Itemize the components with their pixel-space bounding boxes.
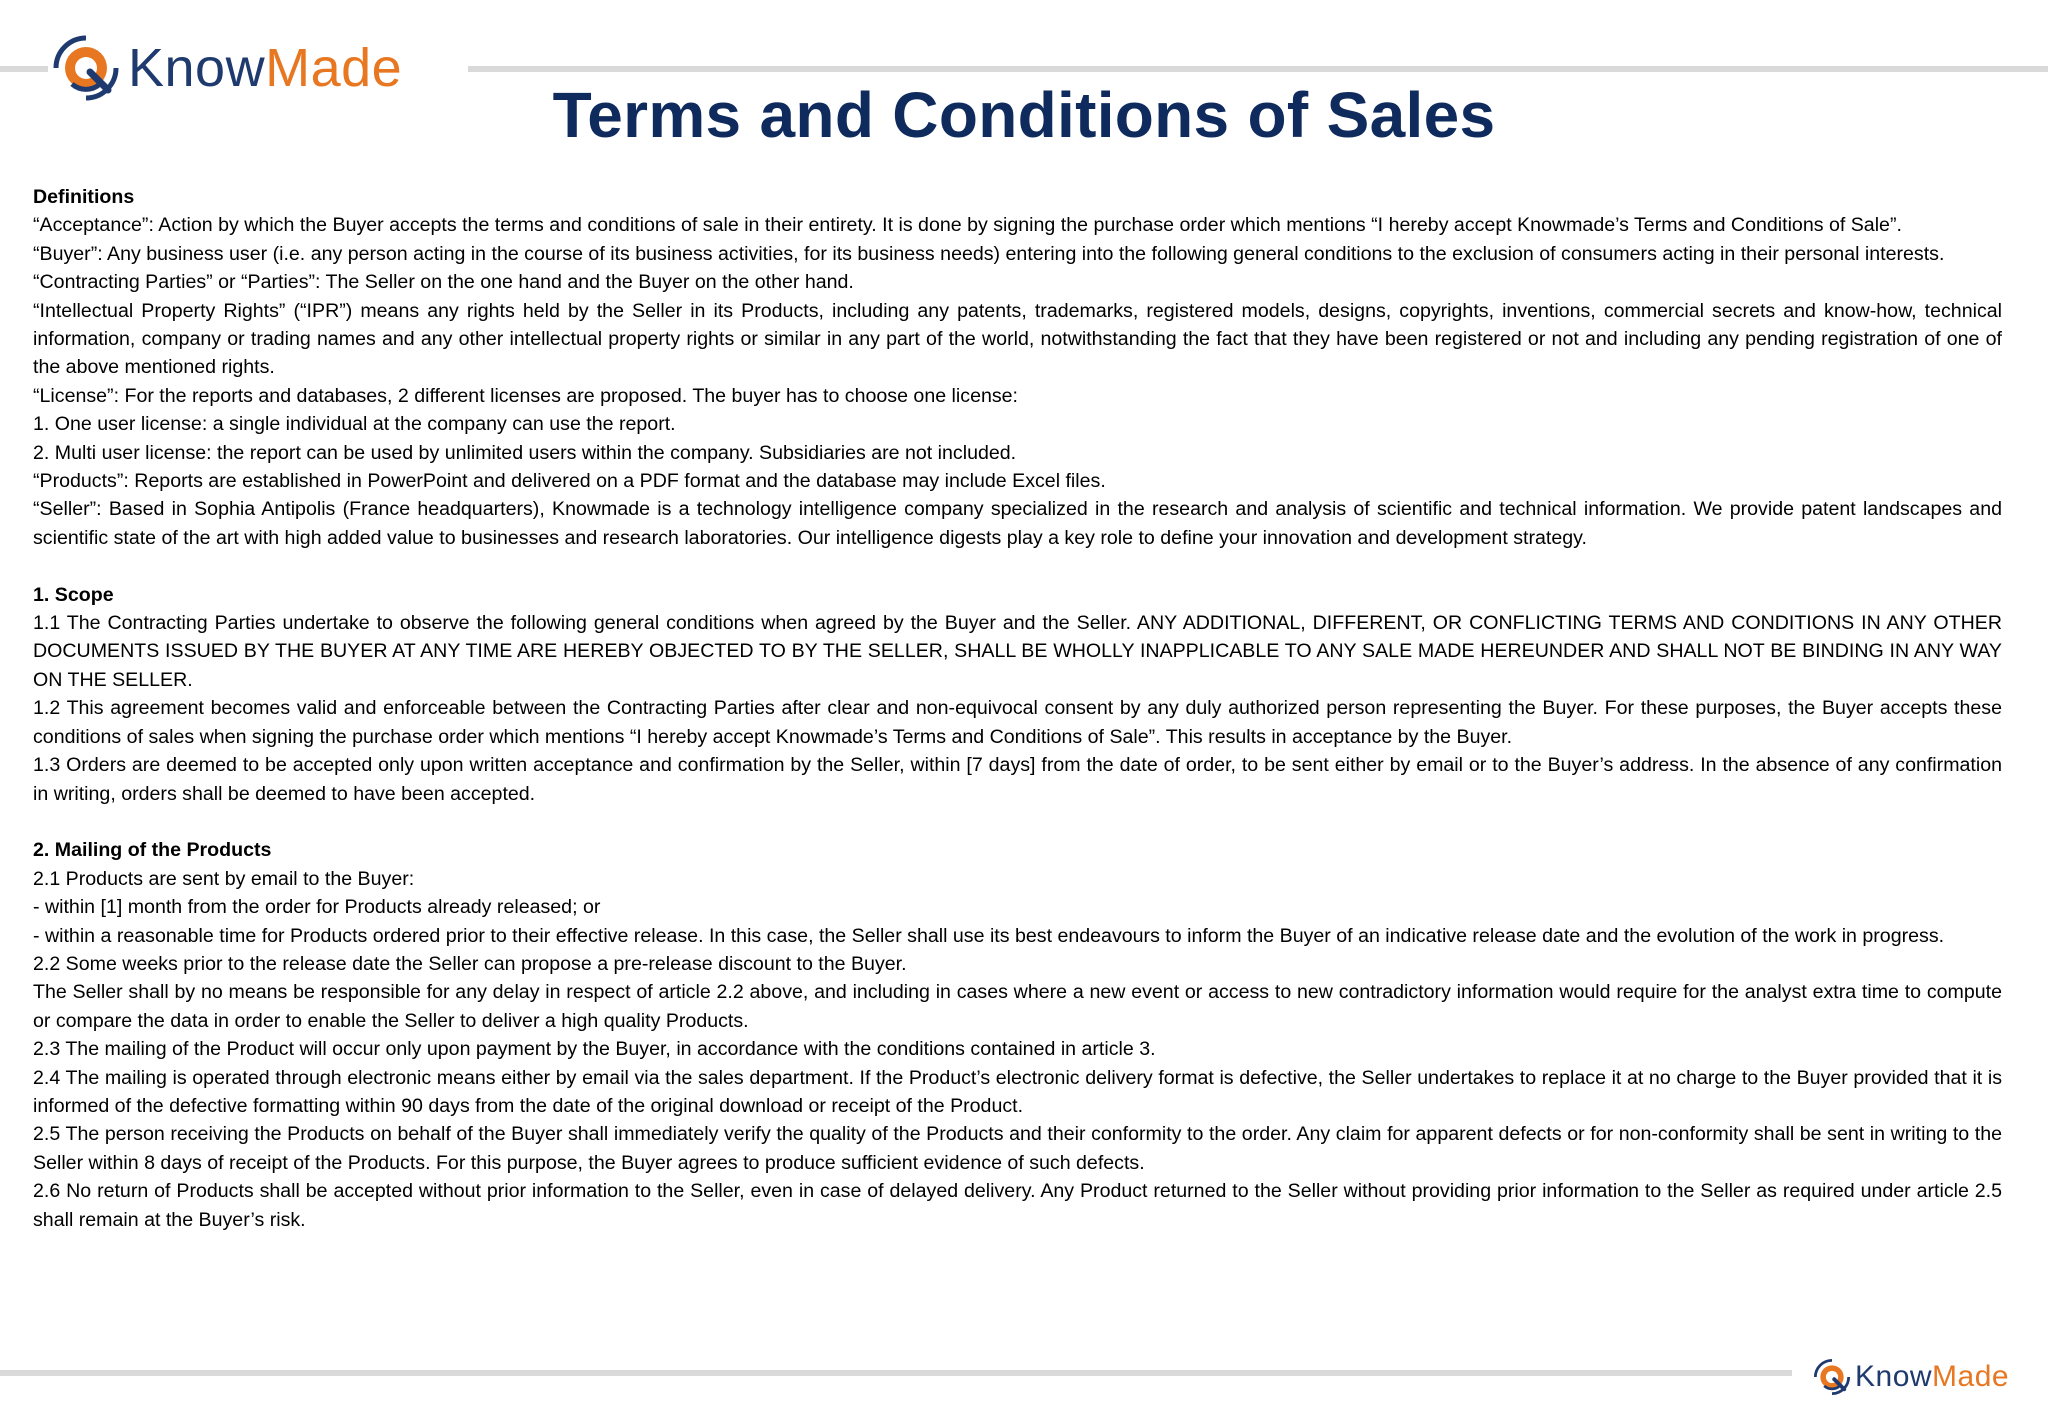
footer-knowmade-logo [1812, 1357, 2009, 1397]
license-multi-user: 2. Multi user license: the report can be used by unlimited users within the company. Subsidiaries are not included. [33, 441, 1017, 464]
definition-acceptance: “Acceptance”: Action by which the Buyer accepts the terms and conditions of sale in their entirety. It is done by signing the purchase order which mentions “I hereby accept Knowmade’s Terms and Conditions of Sale”. [33, 214, 1902, 237]
clause-2-1-item-released: - within [1] month from the order for Products already released; or [33, 896, 601, 919]
license-one-user: 1. One user license: a single individual at the company can use the report. [33, 413, 676, 436]
section-spacer [33, 552, 2002, 580]
clause-1-3: 1.3 Orders are deemed to be accepted only upon written acceptance and confirmation by the Seller, within [7 days] from the date of order, to be sent either by email or to the Buyer’s address. In the absence of any confirmation in writing, orders shall be deemed to have been accepted. [33, 754, 2002, 805]
footer-knowmade-logo-text: KnowMade [1855, 1360, 2010, 1393]
clause-2-1: 2.1 Products are sent by email to the Buyer: [33, 867, 415, 890]
definition-license: “License”: For the reports and databases, 2 different licenses are proposed. The buyer has to choose one license: [33, 384, 1018, 407]
clause-1-2: 1.2 This agreement becomes valid and enforceable between the Contracting Parties after clear and non-equivocal consent by any duly authorized person representing the Buyer. For these purposes, the Buyer accepts these conditions of sales when signing the purchase order which mentions “I hereby accept Knowmade’s Terms and Conditions of Sale”. This results in acceptance by the Buyer. [33, 697, 2002, 748]
clause-2-2-note: The Seller shall by no means be responsible for any delay in respect of article 2.2 above, and including in cases where a new event or access to new contradictory information would require for the analyst extra time to compute or compare the data in order to enable the Seller to deliver a high quality Products. [33, 981, 2002, 1032]
clause-2-6: 2.6 No return of Products shall be accepted without prior information to the Seller, even in case of delayed delivery. Any Product returned to the Seller without providing prior information to the Seller as required under article 2.5 shall remain at the Buyer’s risk. [33, 1180, 2002, 1231]
clause-2-3: 2.3 The mailing of the Product will occur only upon payment by the Buyer, in accordance with the conditions contained in article 3. [33, 1038, 1156, 1061]
definition-ipr: “Intellectual Property Rights” (“IPR”) means any rights held by the Seller in its Products, including any patents, trademarks, registered models, designs, copyrights, inventions, commercial secrets and know-how, technical information, company or trading names and any other intellectual property rights or similar in any part of the world, notwithstanding the fact that they have been registered or not and including any pending registration of one of the above mentioned rights. [33, 299, 2002, 379]
header-rule-right [468, 66, 2048, 72]
section-heading-mailing: 2. Mailing of the Products [33, 839, 272, 862]
clause-2-1-item-prior: - within a reasonable time for Products ordered prior to their effective release. In this case, the Seller shall use its best endeavours to inform the Buyer of an indicative release date and the evolution of the work in progress. [33, 924, 1945, 947]
definition-buyer: “Buyer”: Any business user (i.e. any person acting in the course of its business activities, for its business needs) entering into the following general conditions to the exclusion of consumers acting in their personal interests. [33, 242, 1945, 265]
clause-2-4: 2.4 The mailing is operated through electronic means either by email via the sales department. If the Product’s electronic delivery format is defective, the Seller undertakes to replace it at no charge to the Buyer provided that it is informed of the defective formatting within 90 days from the date of the original download or receipt of the Product. [33, 1066, 2002, 1117]
definition-contracting-parties: “Contracting Parties” or “Parties”: The Seller on the one hand and the Buyer on the other hand. [33, 271, 854, 294]
clause-2-5: 2.5 The person receiving the Products on behalf of the Buyer shall immediately verify the quality of the Products and their conformity to the order. Any claim for apparent defects or for non-conformity shall be sent in writing to the Seller within 8 days of receipt of the Products. For this purpose, the Buyer agrees to produce sufficient evidence of such defects. [33, 1123, 2002, 1174]
section-heading-scope: 1. Scope [33, 583, 114, 606]
clause-2-2: 2.2 Some weeks prior to the release date the Seller can propose a pre-release discount to the Buyer. [33, 952, 907, 975]
section-heading-definitions: Definitions [33, 186, 135, 208]
definition-products: “Products”: Reports are established in PowerPoint and delivered on a PDF format and the database may include Excel files. [33, 470, 1106, 493]
knowmade-logo-text: KnowMade [128, 38, 403, 98]
knowmade-logo-icon [1812, 1357, 1852, 1397]
footer-rule [0, 1370, 1792, 1376]
page-title: Terms and Conditions of Sales [552, 79, 1496, 151]
document-body [33, 183, 2002, 1234]
header-rule-left [0, 66, 48, 72]
clause-1-1: 1.1 The Contracting Parties undertake to observe the following general conditions when agreed by the Buyer and the Seller. ANY ADDITIONAL, DIFFERENT, OR CONFLICTING TERMS AND CONDITIONS IN ANY OTHER DOCUMENTS ISSUED BY THE BUYER AT ANY TIME ARE HEREBY OBJECTED TO BY THE SELLER, SHALL BE WHOLLY INAPPLICABLE TO ANY SALE MADE HEREUNDER AND SHALL NOT BE BINDING IN ANY WAY ON THE SELLER. [33, 612, 2002, 691]
definition-seller: “Seller”: Based in Sophia Antipolis (France headquarters), Knowmade is a technology intelligence company specialized in the research and analysis of scientific and technical information. We provide patent landscapes and scientific state of the art with high added value to businesses and research laboratories. Our intelligence digests play a key role to define your innovation and development strategy. [33, 498, 2002, 549]
section-spacer [33, 808, 2002, 836]
